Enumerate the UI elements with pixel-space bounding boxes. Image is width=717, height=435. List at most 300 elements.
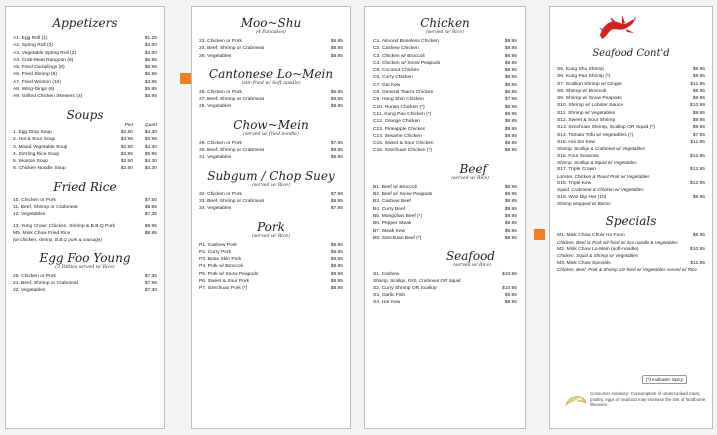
item-name: P6. Sweet & Sour Pork	[199, 279, 250, 285]
beef-title: Beef	[459, 161, 487, 176]
item-name: A9. Grilled Chicken Skewers (4)	[13, 94, 83, 100]
quart-price: $4.30	[144, 129, 157, 135]
pork-subtitle: (served w/ Rice)	[252, 233, 290, 239]
appetizers-list	[13, 35, 157, 101]
menu-item	[373, 285, 517, 292]
chow-mein-title: Chow~Mein	[233, 117, 309, 132]
menu-item	[199, 154, 343, 161]
item-price: $7.95	[504, 97, 517, 103]
menu-panel-3	[364, 6, 526, 429]
menu-item	[557, 110, 705, 117]
item-name: C2. Cashew Chicken	[373, 46, 419, 52]
menu-item	[373, 228, 517, 235]
item-name: 1. Egg Drop Soup	[13, 129, 52, 135]
menu-item	[373, 126, 517, 133]
orange-marker-left	[180, 73, 191, 84]
item-name: S15. Hoi Sin Kew	[557, 139, 596, 145]
item-name: P1. Cashew Pork	[199, 242, 237, 248]
pork-title: Pork	[257, 219, 285, 234]
menu-item	[13, 165, 157, 172]
item-name: C10. Hunan Chicken (*)	[373, 104, 425, 110]
item-price: $8.95	[330, 198, 343, 204]
seafood-contd-section	[557, 47, 705, 207]
item-name: B3. Cashew Beef	[373, 199, 411, 205]
item-price: $8.95	[504, 148, 517, 154]
chicken-subtitle: (served w/ Rice)	[426, 30, 464, 35]
egg-foo-young-subtitle: (3 Patties served w/ Rice)	[55, 264, 115, 270]
menu-item	[199, 198, 343, 205]
menu-item	[13, 71, 157, 78]
item-name: A6. Fried Shrimp (8)	[13, 72, 58, 78]
item-name: C1. Almond Boneless Chicken	[373, 39, 439, 44]
chow-mein-list	[199, 140, 343, 162]
menu-item	[13, 158, 157, 165]
item-prices	[109, 158, 157, 165]
item-name: P7. Szechuan Pork (*)	[199, 286, 248, 292]
egg-foo-young-title: Egg Foo Young	[39, 250, 131, 265]
item-price: $9.95	[692, 74, 705, 80]
item-price: $9.95	[504, 228, 517, 234]
item-price: $8.95	[504, 46, 517, 52]
item-price: $7.95	[330, 206, 343, 212]
item-price: $9.95	[504, 293, 517, 299]
chicken-list	[373, 38, 517, 155]
menu-item	[373, 206, 517, 213]
item-price: $8.95	[504, 192, 517, 198]
item-name: 13. Yung Chow: Chicken, Shrimp & B.B.Q Pork	[13, 223, 116, 229]
item-name: C14. Sesame Chicken	[373, 133, 422, 139]
item-name: B1. Beef w/ Broccoli	[373, 184, 417, 190]
item-name: P5. Pork w/ Snow Peapods	[199, 271, 259, 277]
soups-section	[13, 109, 157, 173]
menu-item	[199, 205, 343, 212]
menu-item	[199, 53, 343, 60]
seafood-section	[373, 250, 517, 307]
item-name: A2. Spring Roll (2)	[13, 43, 53, 49]
orange-marker-right	[534, 229, 545, 240]
moo-shu-title: Moo~Shu	[240, 16, 302, 30]
item-name: 2. Hot & Sour Soup	[13, 137, 56, 143]
item-name: 24. Beef, Shrimp or Crabmeat	[199, 46, 264, 52]
item-name: S13. Szechuan Shrimp, Scallop OR Squid (*)	[557, 125, 655, 131]
item-name: S7. Scallion Shrimp w/ Ginger	[557, 81, 622, 87]
beef-subtitle: (served w/ Rice)	[451, 175, 489, 181]
item-prices	[109, 144, 157, 151]
menu-item	[373, 53, 517, 60]
item-name: P4. Pork w/ Broccoli	[199, 264, 243, 270]
quart-price: $5.95	[144, 137, 157, 143]
appetizers-title: Appetizers	[52, 16, 118, 30]
menu-item	[373, 38, 517, 45]
seafood-contd-list	[557, 66, 705, 146]
item-name: C16. Szechuan Chicken (*)	[373, 148, 432, 154]
item-price: $9.95	[692, 67, 705, 72]
menu-item	[13, 35, 157, 42]
menu-item	[199, 285, 343, 292]
seafood-note: Shrimp, Scallop, Fish, Crabmeat OR Squid	[373, 278, 461, 284]
item-name: 21. Beef, Shrimp or Crabmeat	[13, 280, 78, 286]
menu-item	[13, 144, 157, 151]
item-prices	[109, 136, 157, 143]
fried-rice-title: Fried Rice	[53, 179, 117, 194]
menu-item	[557, 102, 705, 109]
menu-item	[13, 93, 157, 100]
item-price: $8.95	[330, 264, 343, 270]
item-price: $8.95	[144, 223, 157, 229]
menu-item	[199, 96, 343, 103]
item-price: $8.95	[504, 141, 517, 147]
menu-item	[557, 81, 705, 88]
menu-item: M1. Mink Chow Chow Ho Foon $9.95	[557, 233, 705, 239]
lo-mein-list	[199, 89, 343, 111]
specials-title: Specials	[605, 214, 657, 229]
item-name: 30. Beef, Shrimp or Crabmeat	[199, 148, 264, 154]
item-price: $8.95	[330, 279, 343, 285]
soups-list	[13, 129, 157, 173]
item-name: B7. Steak Kew	[373, 228, 406, 234]
soups-header-row	[13, 122, 157, 129]
item-price: $8.95	[330, 257, 343, 263]
item-price: $10.95	[502, 272, 517, 278]
menu-item	[373, 45, 517, 52]
beef-list	[373, 184, 517, 242]
seafood-contd-note-5: Shrimp wrapped w/ Bacon	[557, 201, 611, 207]
item-name: P2. Curry Pork	[199, 249, 232, 255]
menu-item	[373, 292, 517, 299]
pint-header: Pint	[124, 122, 133, 128]
seafood-contd-note-3: Lobster, Chicken & Roast Pork w/ Vegetables	[557, 173, 650, 179]
menu-item	[13, 211, 157, 218]
menu-panel-1	[5, 6, 165, 429]
pint-price: $2.50	[120, 159, 133, 165]
menu-panel-4	[549, 6, 713, 429]
item-name: B6. Pepper Steak	[373, 221, 412, 227]
quart-price: $4.30	[144, 166, 157, 172]
menu-item	[557, 117, 705, 124]
menu-item	[199, 45, 343, 52]
menu-item	[13, 280, 157, 287]
item-price: $5.95	[144, 57, 157, 63]
chicken-title: Chicken	[420, 16, 470, 30]
item-price: $8.95	[144, 205, 157, 211]
item-price: $7.35	[144, 273, 157, 279]
pint-price: $3.95	[120, 151, 133, 157]
seafood-contd-note-4: Squid, Crabmeat & Chicken w/ Vegetables	[557, 187, 644, 193]
menu-panel-2	[191, 6, 351, 429]
item-name: C3. Chicken w/ Broccoli	[373, 53, 425, 59]
item-price: $8.95	[504, 39, 517, 44]
item-price: $7.95	[144, 280, 157, 286]
menu-item	[373, 235, 517, 242]
item-name: 33. Beef, Shrimp or Crabmeat	[199, 198, 264, 204]
item-price: $3.00	[144, 43, 157, 49]
menu-item	[373, 67, 517, 74]
item-price: $7.95	[330, 191, 343, 197]
item-price: $8.95	[504, 53, 517, 59]
item-name: M5. Mink Chow Fried Rice	[13, 230, 71, 236]
chicken-section	[373, 17, 517, 155]
item-price: $8.95	[330, 53, 343, 59]
menu-item	[199, 242, 343, 249]
item-price: $5.95	[330, 39, 343, 44]
item-price: $8.95	[504, 126, 517, 132]
item-name: B5. Mongolian Beef (*)	[373, 213, 423, 219]
item-name: C15. Sweet & Sour Chicken	[373, 141, 434, 147]
menu-item: M3. Mink Chow Specials $11.95	[557, 260, 705, 266]
quart-price: $5.95	[144, 151, 157, 157]
chow-mein-subtitle: (served w/ fried noodle)	[243, 131, 299, 137]
item-name: C9. Hong Shin Chicken	[373, 97, 424, 103]
item-name: S2. Curry Shrimp OR Scallop	[373, 285, 437, 291]
item-name: 11. Beef, Shrimp or Crabmeat	[13, 205, 78, 211]
quart-price: $4.30	[144, 159, 157, 165]
item-name: 10. Chicken or Pork	[13, 197, 56, 203]
pork-section	[199, 221, 343, 293]
item-name: 5. Wonton Soup	[13, 159, 48, 165]
item-name: 12. Vegetables	[13, 212, 46, 218]
menu-item	[13, 273, 157, 280]
menu-item	[373, 271, 517, 278]
item-price: $8.95	[330, 104, 343, 110]
item-price: $8.95	[504, 199, 517, 205]
menu-item	[199, 140, 343, 147]
item-price: $11.95	[690, 139, 705, 145]
item-name: C4. Chicken w/ Snow Peapods	[373, 60, 441, 66]
item-price: $9.95	[692, 118, 705, 124]
subgum-section	[199, 170, 343, 213]
item-price: $8.95	[504, 111, 517, 117]
menu-item	[13, 287, 157, 294]
item-price: $5.95	[144, 65, 157, 71]
menu-item	[373, 118, 517, 125]
specials-note-1: Chicken, Beef or Pork stir-fried w/ rice noodle & Vegetables	[557, 239, 678, 245]
item-name: 29. Chicken or Pork	[199, 140, 242, 146]
item-price: $9.95	[692, 88, 705, 94]
menu-item	[373, 60, 517, 67]
dragon-icon	[596, 13, 640, 43]
quart-header: Quart	[144, 122, 157, 128]
menu-item	[13, 223, 157, 230]
menu-item	[373, 133, 517, 140]
menu-item	[373, 198, 517, 205]
spicy-badge: (*) Indicates Spicy	[642, 375, 687, 384]
item-price: $8.95	[330, 286, 343, 292]
fortune-cookie-icon	[564, 391, 588, 409]
menu-item	[199, 89, 343, 96]
menu-item	[199, 147, 343, 154]
item-name: S8. Shrimp w/ Broccoli	[557, 88, 607, 94]
item-name: S12. Sweet & Sour Shrimp	[557, 118, 616, 124]
menu-item	[199, 191, 343, 198]
chow-mein-section	[199, 119, 343, 162]
item-price: $8.95	[504, 206, 517, 212]
item-name: A4. Crab-Meat Rangoon (6)	[13, 57, 74, 63]
item-name: C11. Kung Pao Chicken (*)	[373, 111, 432, 117]
egg-foo-young-section	[13, 252, 157, 295]
menu-item	[13, 79, 157, 86]
item-price: $9.95	[692, 125, 705, 131]
menu-item	[199, 249, 343, 256]
item-price: $9.95	[692, 110, 705, 116]
item-name: S6. Kung Pao Shrimp (*)	[557, 74, 611, 80]
menu-item	[13, 136, 157, 143]
menu-item	[199, 271, 343, 278]
item-price: $8.95	[330, 242, 343, 248]
item-price: $8.95	[504, 184, 517, 190]
item-prices	[109, 129, 157, 136]
lo-mein-subtitle: (stir-fried w/ Soft noodle)	[241, 80, 301, 86]
item-name: 28. Vegetables	[199, 104, 232, 110]
menu-item	[373, 74, 517, 81]
item-price: $8.95	[330, 155, 343, 161]
item-price: $10.99	[690, 103, 705, 109]
item-price: $9.95	[692, 96, 705, 102]
menu-item: S16. Four Seasons $12.95	[557, 153, 705, 159]
quart-price: $4.30	[144, 144, 157, 150]
item-name: A7. Fried Wonton (10)	[13, 79, 62, 85]
item-name: C12. Orange Chicken	[373, 119, 421, 125]
item-name: 23. Chicken or Pork	[199, 39, 242, 44]
moo-shu-list	[199, 38, 343, 60]
pork-list	[199, 242, 343, 293]
menu-item	[373, 147, 517, 154]
moo-shu-subtitle: (4 Pancakes)	[256, 30, 286, 35]
item-price: $7.30	[144, 288, 157, 294]
item-name: 27. Beef, Shrimp or Crabmeat	[199, 97, 264, 103]
menu-item	[557, 95, 705, 102]
item-price: $3.00	[144, 50, 157, 56]
item-price: $8.95	[504, 104, 517, 110]
menu-item	[373, 220, 517, 227]
egg-foo-young-list	[13, 273, 157, 295]
menu-item	[199, 256, 343, 263]
item-price: $8.95	[504, 119, 517, 125]
item-name: A1. Egg Roll (1)	[13, 36, 48, 41]
item-price: $8.95	[504, 75, 517, 81]
menu-item: M2. Mink Chow Lo-Mein (soft-noodle) $10.95	[557, 247, 705, 253]
lo-mein-section	[199, 68, 343, 111]
item-price: $8.95	[504, 68, 517, 74]
item-name: 4. Sizzling Rice Soup	[13, 151, 60, 157]
item-name: 3. Mixed Vegetable Soup	[13, 144, 68, 150]
item-name: C6. Curry Chicken	[373, 75, 413, 81]
seafood-contd-note-1: Shrimp, Scallop & Crabmeat w/ Vegetables	[557, 146, 645, 152]
item-name: B2. Beef w/ Snow Peapods	[373, 192, 433, 198]
item-price: $7.50	[144, 197, 157, 203]
item-name: S9. Shrimp w/ Snow Peapods	[557, 96, 622, 102]
item-price: $1.25	[144, 36, 157, 41]
seafood-list	[373, 271, 517, 278]
pint-price: $2.50	[120, 129, 133, 135]
specials-note-3: Chicken, Beef, Pork & Shrimp stir-fried w/ Vegetables served w/ Rice	[557, 267, 697, 273]
item-name: A3. Vegetable Spring Roll (2)	[13, 50, 77, 56]
item-name: 25. Vegetables	[199, 53, 232, 59]
fried-rice-section	[13, 181, 157, 244]
menu-item	[13, 64, 157, 71]
seafood-title: Seafood	[445, 249, 495, 264]
item-price: $10.95	[502, 285, 517, 291]
menu-item	[373, 111, 517, 118]
item-name: S11. Shrimp w/ Vegetables	[557, 110, 616, 116]
item-name: S14. Tomato Tofu w/ Vegetables (*)	[557, 132, 634, 138]
menu-item	[13, 42, 157, 49]
menu-item	[13, 197, 157, 204]
item-price: $8.95	[330, 148, 343, 154]
item-name: B8. Szechuan Beef (*)	[373, 235, 422, 241]
moo-shu-section	[199, 17, 343, 60]
item-price: $8.95	[330, 249, 343, 255]
menu-item	[373, 96, 517, 103]
item-name: B4. Curry Beef	[373, 206, 406, 212]
menu-item	[199, 263, 343, 270]
menu-item	[373, 140, 517, 147]
item-price: $8.95	[504, 133, 517, 139]
item-name: A8. Wing-Dings (6)	[13, 87, 55, 93]
item-price: $8.95	[504, 60, 517, 66]
item-price: $7.35	[144, 212, 157, 218]
appetizers-section	[13, 17, 157, 101]
menu-item	[199, 38, 343, 45]
menu-item: S19. Woo Dip Har (10) $9.95	[557, 194, 705, 200]
item-price: $7.95	[330, 140, 343, 146]
pint-price: $3.95	[120, 137, 133, 143]
item-price: $9.95	[504, 82, 517, 88]
lo-mein-title: Cantonese Lo~Mein	[208, 66, 334, 81]
seafood-subtitle: (served w/ Rice)	[453, 263, 491, 269]
consumer-advisory: Consumer Advisory: Consumption of undercooked meat, poultry, eggs or seafood may increase the risk of foodborne illnesses.	[590, 391, 706, 408]
item-name: 32. Chicken or Pork	[199, 191, 242, 197]
specials-section	[557, 215, 705, 273]
item-name: S3. Garlic Fish	[373, 293, 406, 299]
item-prices	[109, 165, 157, 172]
item-name: 20. Chicken or Pork	[13, 273, 56, 279]
item-price: $3.95	[144, 79, 157, 85]
item-price: $8.95	[330, 46, 343, 52]
item-price: $7.95	[692, 132, 705, 138]
item-name: 6. Chicken Noodle Soup	[13, 166, 66, 172]
seafood-contd-note-2: Shrimp, Scallop & Squid w/ Vegetables	[557, 159, 637, 165]
menu-item	[557, 66, 705, 73]
fried-rice-list	[13, 197, 157, 219]
subgum-list	[199, 191, 343, 213]
item-price: $8.95	[504, 221, 517, 227]
menu-item	[13, 151, 157, 158]
item-name: A5. Fried Dumplings (8)	[13, 65, 65, 71]
menu-item	[557, 139, 705, 146]
item-name: S4. Har Kew	[373, 300, 401, 306]
beef-section	[373, 163, 517, 242]
menu-item	[557, 132, 705, 139]
item-price: $5.95	[144, 87, 157, 93]
subgum-subtitle: (served w/ Rice)	[252, 182, 290, 188]
fried-rice-list-2	[13, 223, 157, 238]
item-name: C13. Pineapple Chicken	[373, 126, 426, 132]
seafood-list-2	[373, 285, 517, 307]
item-name: P3. Bone Skin Pork	[199, 257, 242, 263]
menu-item	[13, 50, 157, 57]
menu-item	[13, 57, 157, 64]
item-price: $8.95	[330, 97, 343, 103]
menu-item	[373, 184, 517, 191]
item-prices	[109, 151, 157, 158]
menu-item: S18. Triple Kew $12.95	[557, 181, 705, 187]
item-price: $8.95	[504, 90, 517, 96]
item-name: C7. Gai Kew	[373, 82, 401, 88]
pint-price: $2.50	[120, 144, 133, 150]
menu-item	[373, 89, 517, 96]
menu-item	[13, 204, 157, 211]
menu-item	[373, 82, 517, 89]
